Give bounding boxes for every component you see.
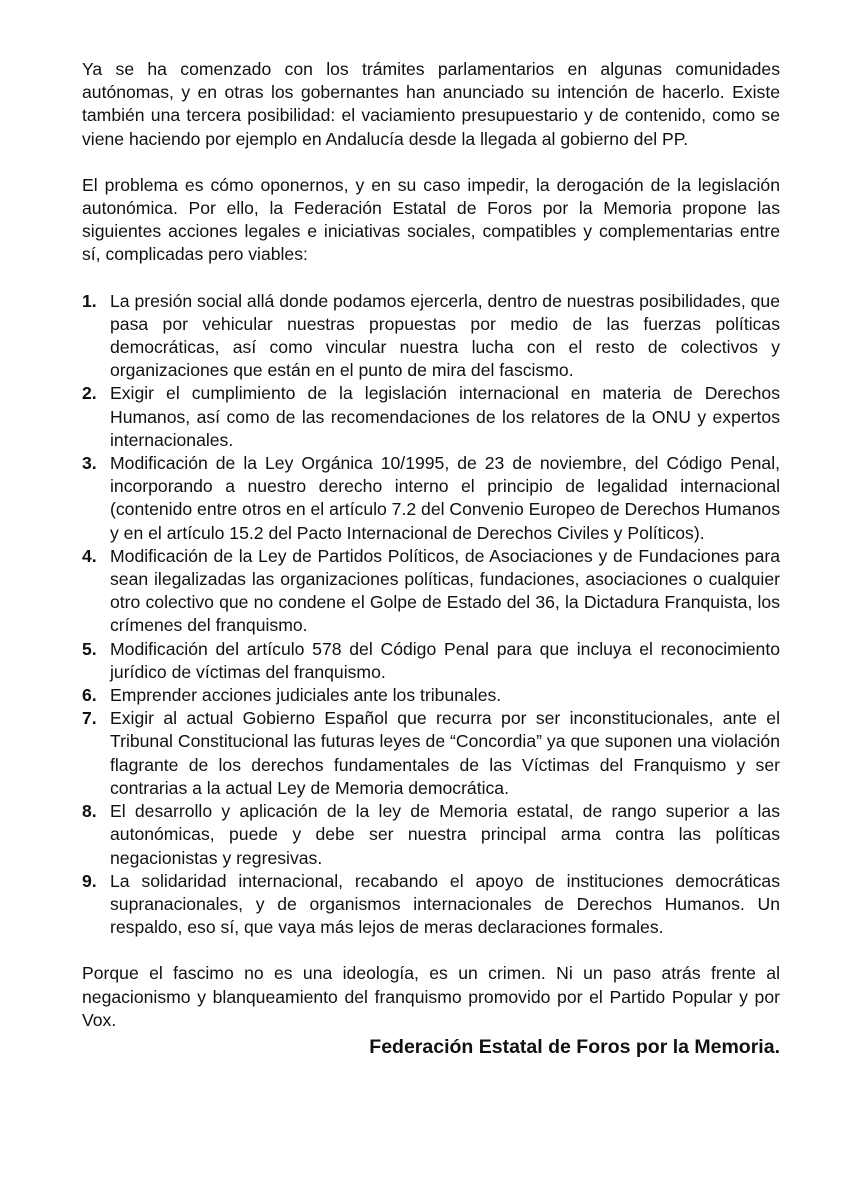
item-number: 3. (82, 453, 97, 474)
item-text: La presión social allá donde podamos ejercerla, dentro de nuestras posibilidades, que pasa por vehicular nuestras propuestas por medio de las fuerzas políticas democráticas, así como vincular nuestra lucha con el resto de colectivos y organizaciones que están en el punto de mira del fascismo. (110, 290, 780, 381)
list-item (82, 382, 780, 452)
item-number: 2. (82, 383, 97, 404)
item-number: 1. (82, 290, 97, 311)
item-number: 4. (82, 545, 97, 566)
closing-paragraph: Porque el fascimo no es una ideología, es un crimen. Ni un paso atrás frente al negacionismo y blanqueamiento del franquismo promovido por el Partido Popular y por Vox. (82, 963, 780, 1030)
item-number: 5. (82, 638, 97, 659)
actions-list (82, 290, 780, 940)
item-text: El desarrollo y aplicación de la ley de Memoria estatal, de rango superior a las autonómicas, puede y debe ser nuestra principal arma contra las políticas negacionistas y regresivas. (110, 801, 780, 868)
list-item (82, 800, 780, 870)
item-number: 9. (82, 870, 97, 891)
item-text: Modificación de la Ley de Partidos Políticos, de Asociaciones y de Fundaciones para sean ilegalizadas las organizaciones políticas, fundaciones, asociaciones o cualquier otro colectivo que no condene el Golpe de Estado del 36, la Dictadura Franquista, los crímenes del franquismo. (110, 545, 780, 636)
item-number: 6. (82, 685, 97, 706)
item-text: Exigir al actual Gobierno Español que recurra por ser inconstitucionales, ante el Tribunal Constitucional las futuras leyes de “Concordia” ya que suponen una violación flagrante de los derechos fundamentales de las Víctimas del Franquismo y ser contrarias a la actual Ley de Memoria democrática. (110, 708, 780, 798)
list-item (82, 452, 780, 545)
item-text: Emprender acciones judiciales ante los tribunales. (110, 685, 502, 706)
list-item (82, 545, 780, 638)
list-item (82, 707, 780, 800)
list-item (82, 870, 780, 940)
signature: Federación Estatal de Foros por la Memoria. (369, 1035, 780, 1058)
intro-paragraph-2: El problema es cómo oponernos, y en su caso impedir, la derogación de la legislación autonómica. Por ello, la Federación Estatal de Foros por la Memoria propone las siguientes acciones legales e iniciativas sociales, compatibles y complementarias entre sí, complicadas pero viables: (82, 174, 780, 265)
list-item (82, 290, 780, 383)
item-text: Exigir el cumplimiento de la legislación internacional en materia de Derechos Humanos, así como de las recomendaciones de los relatores de la ONU y expertos internacionales. (110, 383, 780, 450)
item-text: Modificación del artículo 578 del Código Penal para que incluya el reconocimiento jurídico de víctimas del franquismo. (110, 638, 780, 682)
item-text: La solidaridad internacional, recabando el apoyo de instituciones democráticas supranacionales, y de organismos internacionales de Derechos Humanos. Un respaldo, eso sí, que vaya más lejos de meras declaraciones formales. (110, 870, 780, 938)
list-item (82, 684, 780, 707)
item-number: 8. (82, 801, 97, 822)
item-number: 7. (82, 708, 97, 729)
list-item (82, 638, 780, 684)
intro-paragraph-1: Ya se ha comenzado con los trámites parlamentarios en algunas comunidades autónomas, y en otras los gobernantes han anunciado su intención de hacerlo. Existe también una tercera posibilidad: el vaciamiento presupuestario y de contenido, como se viene haciendo por ejemplo en Andalucía desde la llegada al gobierno del PP. (82, 59, 780, 149)
item-text: Modificación de la Ley Orgánica 10/1995, de 23 de noviembre, del Código Penal, incorporando a nuestro derecho interno el principio de legalidad internacional (contenido entre otros en el artículo 7.2 del Convenio Europeo de Derechos Humanos y en el artículo 15.2 del Pacto Internacional de Derechos Civiles y Políticos). (110, 453, 780, 543)
